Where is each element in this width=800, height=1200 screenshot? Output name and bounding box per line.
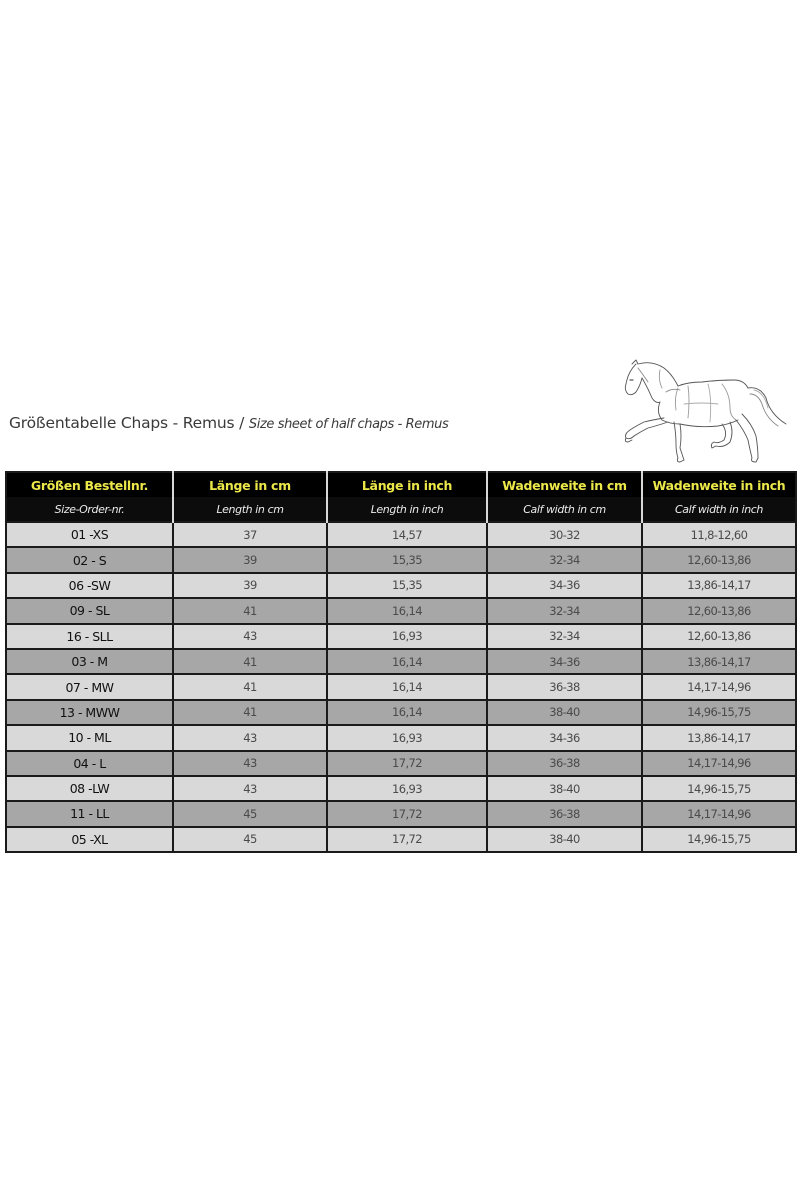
length-inch-cell: 16,93 <box>327 624 487 649</box>
length-inch-cell: 16,14 <box>327 598 487 623</box>
calf-width-cm-cell: 36-38 <box>487 801 642 826</box>
table-row <box>6 598 796 623</box>
calf-width-cm-cell: 36-38 <box>487 674 642 699</box>
length-cm-cell: 39 <box>173 547 327 572</box>
table-row <box>6 827 796 852</box>
length-inch-cell: 16,14 <box>327 700 487 725</box>
calf-width-inch-cell: 13,86-14,17 <box>642 725 796 750</box>
size-order-cell: 01 -XS <box>6 522 173 547</box>
calf-width-cm-cell: 38-40 <box>487 776 642 801</box>
length-cm-cell: 43 <box>173 725 327 750</box>
column-header-length-inch: Länge in inch <box>327 472 487 497</box>
header-row-german <box>6 472 796 497</box>
calf-width-inch-cell: 12,60-13,86 <box>642 624 796 649</box>
header-row-english <box>6 497 796 522</box>
title-german: Größentabelle Chaps - Remus / <box>9 414 249 432</box>
size-order-cell: 02 - S <box>6 547 173 572</box>
calf-width-inch-cell: 13,86-14,17 <box>642 649 796 674</box>
column-subheader-length-cm: Length in cm <box>173 497 327 522</box>
column-header-length-cm: Länge in cm <box>173 472 327 497</box>
size-table-body <box>6 522 796 852</box>
calf-width-cm-cell: 32-34 <box>487 598 642 623</box>
table-row <box>6 649 796 674</box>
length-cm-cell: 41 <box>173 700 327 725</box>
length-cm-cell: 41 <box>173 649 327 674</box>
table-row <box>6 674 796 699</box>
column-header-calf-width-cm: Wadenweite in cm <box>487 472 642 497</box>
length-cm-cell: 43 <box>173 624 327 649</box>
calf-width-cm-cell: 34-36 <box>487 725 642 750</box>
size-order-cell: 05 -XL <box>6 827 173 852</box>
table-row <box>6 547 796 572</box>
calf-width-cm-cell: 36-38 <box>487 751 642 776</box>
length-inch-cell: 17,72 <box>327 827 487 852</box>
calf-width-inch-cell: 14,96-15,75 <box>642 776 796 801</box>
table-row <box>6 700 796 725</box>
length-inch-cell: 16,93 <box>327 725 487 750</box>
size-order-cell: 03 - M <box>6 649 173 674</box>
table-row <box>6 573 796 598</box>
calf-width-inch-cell: 14,17-14,96 <box>642 674 796 699</box>
size-order-cell: 07 - MW <box>6 674 173 699</box>
calf-width-inch-cell: 12,60-13,86 <box>642 547 796 572</box>
size-order-cell: 08 -LW <box>6 776 173 801</box>
length-inch-cell: 14,57 <box>327 522 487 547</box>
length-inch-cell: 16,14 <box>327 649 487 674</box>
calf-width-inch-cell: 14,17-14,96 <box>642 751 796 776</box>
length-cm-cell: 43 <box>173 751 327 776</box>
length-cm-cell: 45 <box>173 801 327 826</box>
size-table <box>5 471 797 853</box>
size-order-cell: 10 - ML <box>6 725 173 750</box>
calf-width-cm-cell: 38-40 <box>487 827 642 852</box>
table-row <box>6 522 796 547</box>
column-header-size-order: Größen Bestellnr. <box>6 472 173 497</box>
length-cm-cell: 45 <box>173 827 327 852</box>
calf-width-cm-cell: 30-32 <box>487 522 642 547</box>
length-inch-cell: 16,93 <box>327 776 487 801</box>
length-cm-cell: 41 <box>173 674 327 699</box>
column-header-calf-width-inch: Wadenweite in inch <box>642 472 796 497</box>
calf-width-inch-cell: 14,96-15,75 <box>642 700 796 725</box>
calf-width-inch-cell: 14,17-14,96 <box>642 801 796 826</box>
length-inch-cell: 15,35 <box>327 573 487 598</box>
table-row <box>6 725 796 750</box>
length-inch-cell: 17,72 <box>327 801 487 826</box>
table-row <box>6 801 796 826</box>
column-subheader-length-inch: Length in inch <box>327 497 487 522</box>
length-cm-cell: 37 <box>173 522 327 547</box>
column-subheader-calf-width-cm: Calf width in cm <box>487 497 642 522</box>
calf-width-inch-cell: 12,60-13,86 <box>642 598 796 623</box>
column-subheader-calf-width-inch: Calf width in inch <box>642 497 796 522</box>
size-order-cell: 11 - LL <box>6 801 173 826</box>
calf-width-cm-cell: 38-40 <box>487 700 642 725</box>
length-cm-cell: 39 <box>173 573 327 598</box>
horse-sketch-icon <box>618 358 794 466</box>
calf-width-inch-cell: 14,96-15,75 <box>642 827 796 852</box>
calf-width-inch-cell: 11,8-12,60 <box>642 522 796 547</box>
size-order-cell: 16 - SLL <box>6 624 173 649</box>
calf-width-cm-cell: 34-36 <box>487 649 642 674</box>
page-title <box>9 414 448 432</box>
size-order-cell: 06 -SW <box>6 573 173 598</box>
calf-width-cm-cell: 32-34 <box>487 624 642 649</box>
calf-width-cm-cell: 34-36 <box>487 573 642 598</box>
column-subheader-size-order: Size-Order-nr. <box>6 497 173 522</box>
length-inch-cell: 17,72 <box>327 751 487 776</box>
length-inch-cell: 16,14 <box>327 674 487 699</box>
size-order-cell: 04 - L <box>6 751 173 776</box>
size-order-cell: 09 - SL <box>6 598 173 623</box>
length-inch-cell: 15,35 <box>327 547 487 572</box>
table-row <box>6 624 796 649</box>
calf-width-cm-cell: 32-34 <box>487 547 642 572</box>
table-row <box>6 776 796 801</box>
length-cm-cell: 43 <box>173 776 327 801</box>
length-cm-cell: 41 <box>173 598 327 623</box>
calf-width-inch-cell: 13,86-14,17 <box>642 573 796 598</box>
size-order-cell: 13 - MWW <box>6 700 173 725</box>
table-row <box>6 751 796 776</box>
title-english: Size sheet of half chaps - Remus <box>248 417 449 432</box>
